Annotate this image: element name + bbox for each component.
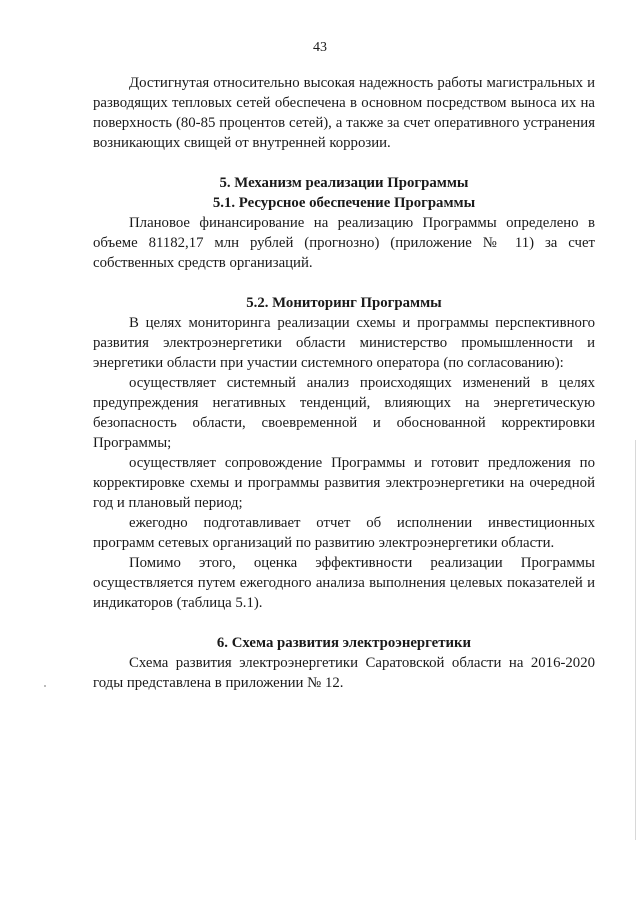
page-number: 43: [313, 40, 327, 55]
paragraph-monitoring-item-2: осуществляет сопровождение Программы и готовит предложения по корректировке схемы и программы развития электроэнергетики на очередной год и плановый период;: [93, 455, 595, 511]
section-heading-5-2: 5.2. Мониторинг Программы: [246, 295, 442, 311]
scan-speck: [44, 685, 46, 687]
page-body: [93, 73, 595, 693]
paragraph-monitoring-item-1: осуществляет системный анализ происходящих изменений в целях предупреждения негативных тенденций, влияющих на энергетическую безопасность области, своевременной и обоснованной корректировки Программы;: [93, 375, 595, 451]
paragraph-development-scheme: Схема развития электроэнергетики Саратовской области на 2016-2020 годы представлена в приложении № 12.: [93, 655, 595, 691]
paragraph-heat-networks: Достигнутая относительно высокая надежность работы магистральных и разводящих тепловых сетей обеспечена в основном посредством выноса их на поверхность (80-85 процентов сетей), а также за счет оперативного устранения возникающих свищей от внутренней коррозии.: [93, 75, 595, 151]
section-heading-5: 5. Механизм реализации Программы: [219, 175, 469, 191]
paragraph-monitoring-item-3: ежегодно подготавливает отчет об исполнении инвестиционных программ сетевых организаций по развитию электроэнергетики области.: [93, 515, 595, 551]
section-heading-6: 6. Схема развития электроэнергетики: [216, 635, 472, 651]
paragraph-monitoring-intro: В целях мониторинга реализации схемы и программы перспективного развития электроэнергетики области министерство промышленности и энергетики области при участии системного оператора (по согласованию):: [93, 315, 595, 371]
paragraph-efficiency-assessment: Помимо этого, оценка эффективности реализации Программы осуществляется путем ежегодного анализа выполнения целевых показателей и индикаторов (таблица 5.1).: [93, 555, 595, 611]
section-heading-5-1: 5.1. Ресурсное обеспечение Программы: [212, 195, 476, 211]
paragraph-resource-provision: Плановое финансирование на реализацию Программы определено в объеме 81182,17 млн рублей (прогнозно) (приложение № 11) за счет собственных средств организаций.: [93, 215, 595, 271]
scan-edge-line: [635, 440, 636, 840]
